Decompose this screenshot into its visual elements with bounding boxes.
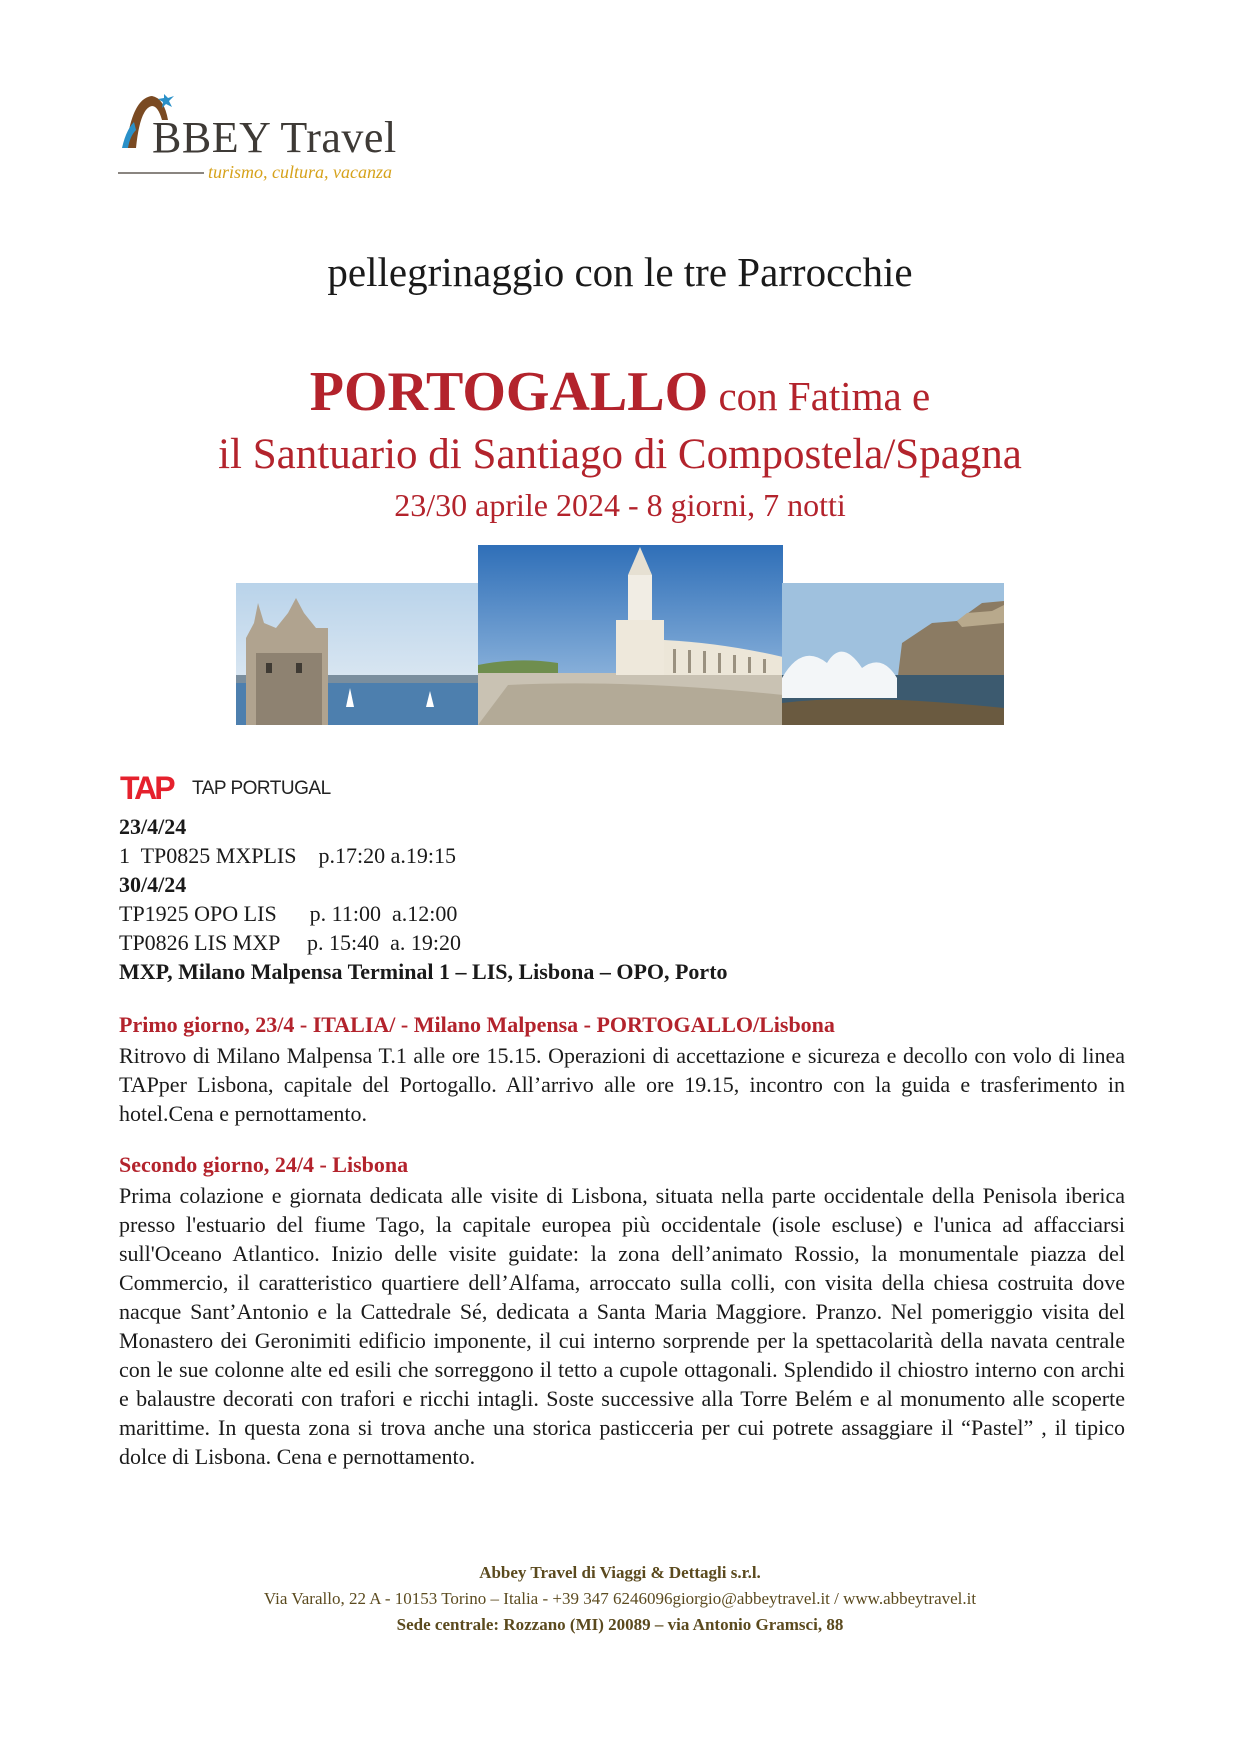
trip-dates: 23/30 aprile 2024 - 8 giorni, 7 notti bbox=[394, 487, 846, 523]
day-description: Ritrovo di Milano Malpensa T.1 alle ore 15.15. Operazioni di accettazione e sicureza e decollo con volo di linea TAPper Lisbona, capitale del Portogallo. All’arrivo alle ore 19.15, incontro con la guida e trasferimento in hotel.Cena e pernottamento. bbox=[119, 1043, 1125, 1126]
tap-portugal-logo bbox=[120, 770, 350, 804]
photo-fatima-sanctuary bbox=[478, 545, 783, 725]
title-country: PORTOGALLO bbox=[309, 361, 709, 423]
airport-legend: MXP, Milano Malpensa Terminal 1 – LIS, Lisbona – OPO, Porto bbox=[119, 959, 728, 984]
day-description: Prima colazione e giornata dedicata alle visite di Lisbona, situata nella parte occidentale della Penisola iberica presso l'estuario del fiume Tago, la capitale europea più occidentale (isole escluse) e l'unica ad affacciarsi sull'Oceano Atlantico. Inizio delle visite guidate: la zona dell’animato Rossio, la monumentale piazza del Commercio, il caratteristico quartiere dell’Alfama, arroccato sulla colli, con visita della chiesa costruita dove nacque Sant’Antonio e la Cattedrale Sé, dedicata a Santa Maria Maggiore. Pranzo. Nel pomeriggio visita del Monastero dei Geronimiti edificio imponente, il cui interno sorprende per la spettacolarità della navata centrale con le sue colonne alte ed esili che sorreggono il tetto a cupole ottagonali. Splendido il chiostro interno con archi e balaustre decorati con trafori e ricchi intagli. Soste successive alla Torre Belém e al monumento alle scoperte marittime. In questa zona si trova anche una storica pasticceria per cui potrete assaggiare il “Pastel” , il tipico dolce di Lisbona. Cena e pernottamento. bbox=[119, 1183, 1125, 1469]
logo-divider bbox=[118, 172, 204, 174]
title-line-2: il Santuario di Santiago di Compostela/Spagna bbox=[218, 431, 1022, 478]
footer-address: Via Varallo, 22 A - 10153 Torino – Italia - +39 347 6246096giorgio@abbeytravel.it / www.abbeytravel.it bbox=[263, 1589, 977, 1608]
day-title: Secondo giorno, 24/4 - Lisbona bbox=[119, 1152, 409, 1177]
day-title: Primo giorno, 23/4 - ITALIA/ - Milano Malpensa - PORTOGALLO/Lisbona bbox=[119, 1012, 835, 1037]
flight-date-return: 30/4/24 bbox=[119, 872, 187, 897]
flight-line: TP1925 OPO LIS p. 11:00 a.12:00 bbox=[119, 901, 458, 926]
flight-line: TP0826 LIS MXP p. 15:40 a. 19:20 bbox=[119, 930, 462, 955]
subtitle: pellegrinaggio con le tre Parrocchie bbox=[327, 249, 913, 295]
tap-label: TAP PORTUGAL bbox=[192, 778, 331, 799]
photo-lisbon-tower bbox=[236, 583, 479, 725]
logo-name: BBEY Travel bbox=[152, 113, 397, 162]
flight-date-outbound: 23/4/24 bbox=[119, 814, 187, 839]
itinerary-day bbox=[119, 1010, 1125, 1128]
title-main bbox=[0, 360, 1240, 424]
logo-tagline: turismo, cultura, vacanza bbox=[208, 162, 392, 182]
footer-headquarters: Sede centrale: Rozzano (MI) 20089 – via Antonio Gramsci, 88 bbox=[396, 1615, 844, 1634]
title-suffix: con Fatima e bbox=[708, 373, 931, 419]
photo-atlantic-coast bbox=[782, 583, 1004, 725]
itinerary-day bbox=[119, 1150, 1125, 1471]
flight-schedule bbox=[119, 812, 1119, 986]
flight-line: 1 TP0825 MXPLIS p.17:20 a.19:15 bbox=[119, 843, 456, 868]
page-footer bbox=[0, 1560, 1240, 1638]
footer-company: Abbey Travel di Viaggi & Dettagli s.r.l. bbox=[479, 1563, 761, 1582]
abbey-travel-logo bbox=[118, 88, 478, 188]
tap-mark-icon: TAP bbox=[120, 770, 173, 806]
